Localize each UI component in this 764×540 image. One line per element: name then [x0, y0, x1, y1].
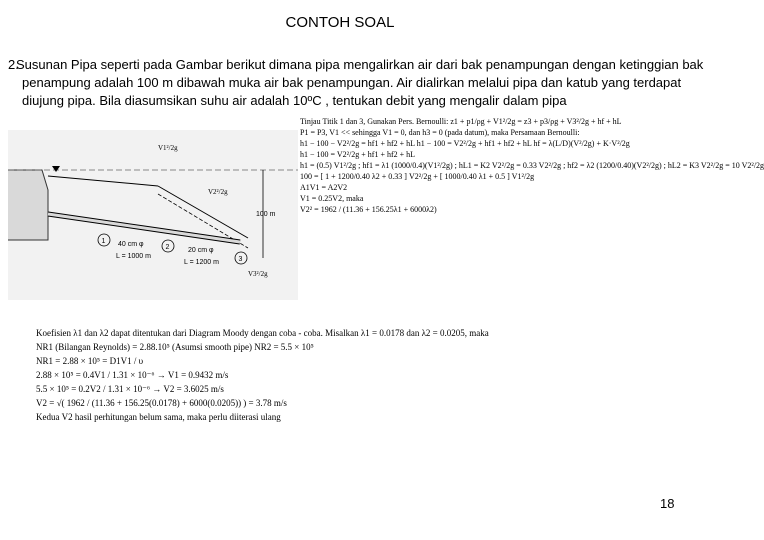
solution-line: h1 − 100 − V2²/2g = hf1 + hf2 + hL h1 − 100 = V2²/2g + hf1 + hf2 + hL hf = λ(L/D)(V²/2g) + K·V²/2g: [300, 139, 630, 148]
iteration-line: NR1 = 2.88 × 10⁵ = D1V1 / υ: [36, 356, 144, 366]
iteration-line: Koefisien λ1 dan λ2 dapat ditentukan dari Diagram Moody dengan coba - coba. Misalkan λ1 = 0.0178 dan λ2 = 0.0205, maka: [36, 328, 489, 338]
problem-number: 2.: [8, 57, 19, 72]
page-number: 18: [660, 496, 675, 511]
head-label-2: V2²/2g: [208, 188, 228, 196]
problem-statement: [8, 56, 708, 110]
pipe-system-figure: [8, 130, 298, 300]
solution-derivation: [300, 116, 764, 215]
iteration-line: Kedua V2 hasil perhitungan belum sama, maka perlu diiterasi ulang: [36, 412, 281, 422]
solution-line: h1 = (0.5) V1²/2g ; hf1 = λ1 (1000/0.4)(V1²/2g) ; hL1 = K2 V2²/2g = 0.33 V2²/2g ; hf2 = λ2 (1200/0.40)(V2²/2g) ; hL2 = K3 V2²/2g = 10 V2²/2g: [300, 161, 764, 170]
slide-title: CONTOH SOAL: [285, 14, 395, 31]
node-2-label: 2: [165, 244, 170, 251]
pipe2-dia: 20 cm φ: [188, 247, 214, 254]
exit-label: V3²/2g: [248, 270, 268, 278]
pipe1-len: L = 1000 m: [116, 253, 151, 260]
height-label: 100 m: [256, 211, 276, 218]
node-3-label: 3: [238, 256, 243, 263]
iteration-line: V2 = √( 1962 / (11.36 + 156.25(0.0178) + 6000(0.0205)) ) = 3.78 m/s: [36, 398, 287, 408]
solution-iteration: [36, 326, 556, 424]
solution-line: 100 = [ 1 + 1200/0.40 λ2 + 0.33 ] V2²/2g + [ 1000/0.40 λ1 + 0.5 ] V1²/2g: [300, 172, 535, 181]
iteration-line: 5.5 × 10⁵ = 0.2V2 / 1.31 × 10⁻⁶ → V2 = 3.6025 m/s: [36, 384, 224, 394]
solution-line: V1 = 0.25V2, maka: [300, 194, 364, 203]
head-label-1: V1²/2g: [158, 144, 178, 152]
reservoir: [8, 170, 48, 240]
solution-line: A1V1 = A2V2: [300, 183, 348, 192]
problem-text: Susunan Pipa seperti pada Gambar berikut dimana pipa mengalirkan air dari bak penampungan dengan ketinggian bak penampung adalah 100 m dibawah muka air bak penampungan. Air dialirkan melalui pipa dan katub yang terdapat diujung pipa. Bila diasumsikan suhu air adalah 10ºC , tentukan debit yang mengalir dalam pipa: [16, 57, 704, 108]
iteration-line: 2.88 × 10⁵ = 0.4V1 / 1.31 × 10⁻⁶ → V1 = 0.9432 m/s: [36, 370, 229, 380]
solution-line: V2² = 1962 / (11.36 + 156.25λ1 + 6000λ2): [300, 205, 437, 214]
node-1-label: 1: [101, 238, 106, 245]
pipe1-dia: 40 cm φ: [118, 241, 144, 248]
solution-line: P1 = P3, V1 << sehingga V1 = 0, dan h3 = 0 (pada datum), maka Persamaan Bernoulli:: [300, 128, 580, 137]
solution-line: Tinjau Titik 1 dan 3, Gunakan Pers. Bernoulli: z1 + p1/ρg + V1²/2g = z3 + p3/ρg + V3²/2g + hf + hL: [300, 117, 622, 126]
solution-line: h1 − 100 = V2²/2g + hf1 + hf2 + hL: [300, 150, 416, 159]
pipe2-len: L = 1200 m: [184, 259, 219, 266]
iteration-line: NR1 (Bilangan Reynolds) = 2.88.10⁵ (Asumsi smooth pipe) NR2 = 5.5 × 10⁵: [36, 342, 314, 352]
